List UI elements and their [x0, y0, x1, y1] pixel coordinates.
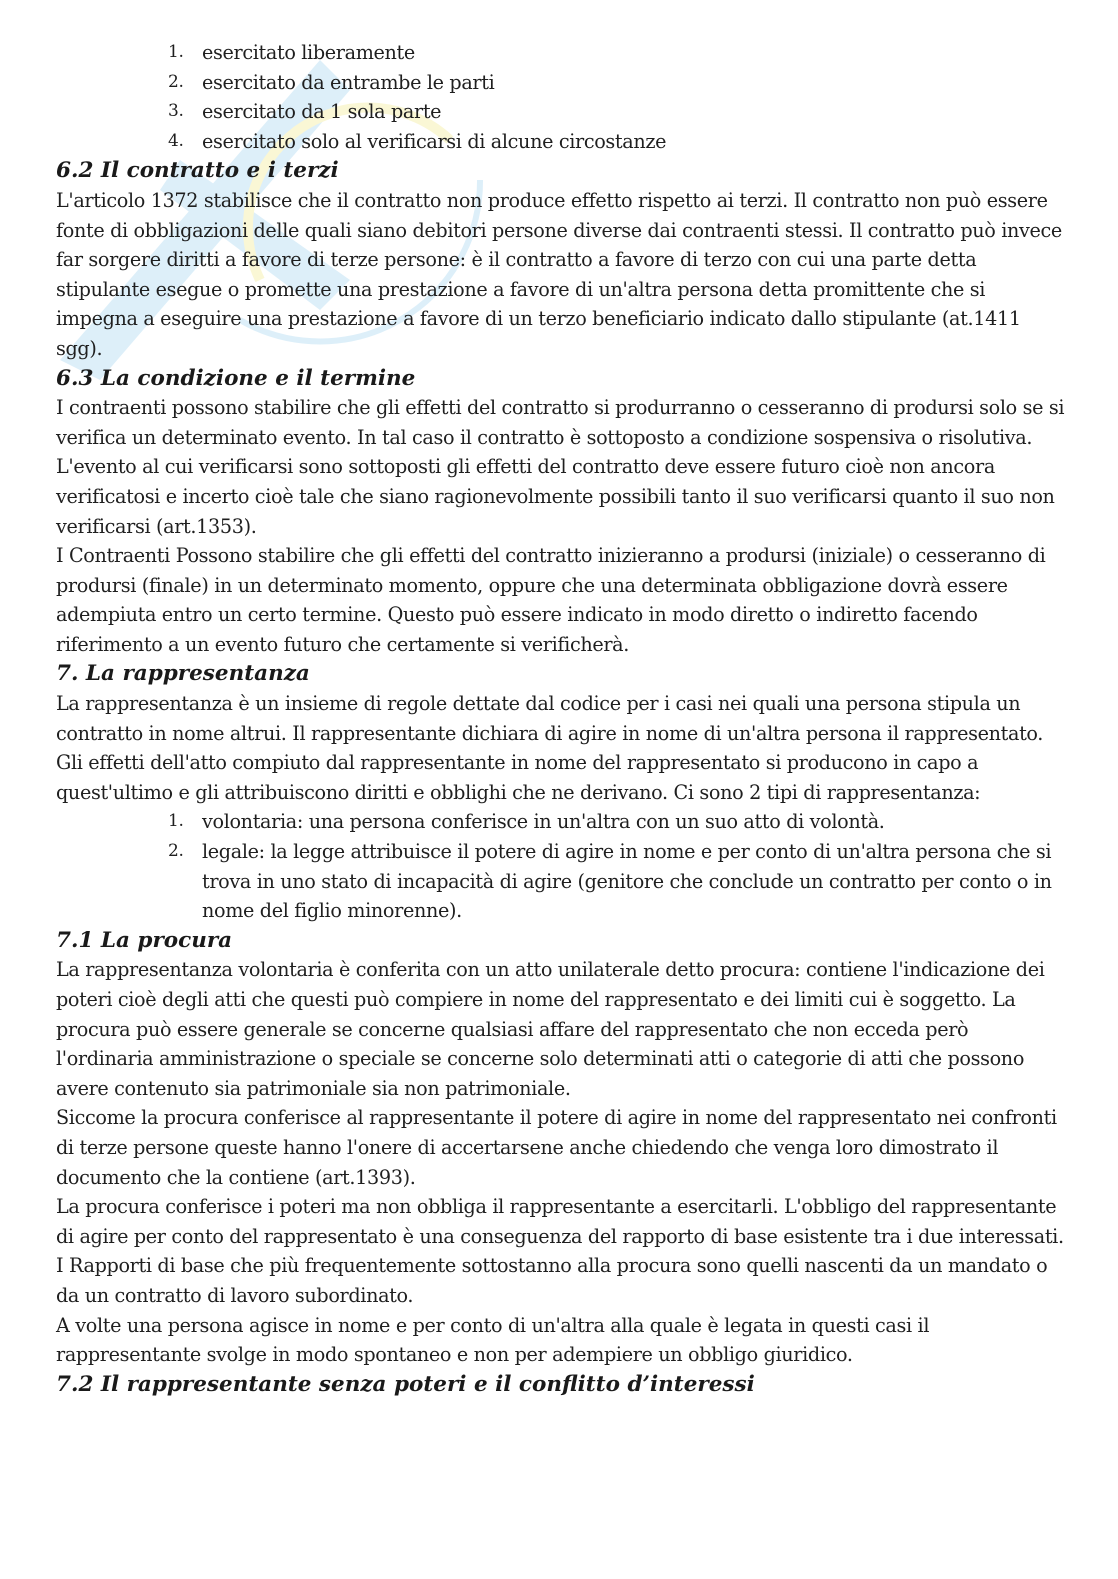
paragraph: L'articolo 1372 stabilisce che il contratto non produce effetto rispetto ai terzi. Il contratto non può essere fonte di obbligazioni delle quali siano debitori persone diverse dai contraenti stessi. Il contratto può invece far sorgere diritti a favore di terze persone: è il contratto a favore di terzo con cui una parte detta stipulante esegue o promette una prestazione a favore di un'altra persona detta promittente che si impegna a eseguire una prestazione a favore di un terzo beneficiario indicato dallo stipulante (at.1411 sgg).: [56, 188, 1062, 360]
heading-7-2: 7.2 Il rappresentante senza poteri e il conflitto d’interessi: [56, 1371, 755, 1397]
list-item: 1. esercitato liberamente: [168, 41, 415, 64]
list-item: 2. legale: la legge attribuisce il potere di agire in nome e per conto di un'altra persona che si trova in uno stato di incapacità di agire (genitore che conclude un contratto per conto o in nome del figlio minorenne).: [168, 840, 1052, 923]
paragraph: I Contraenti Possono stabilire che gli effetti del contratto inizieranno a prodursi (iniziale) o cesseranno di prodursi (finale) in un determinato momento, oppure che una determinata obbligazione dovrà essere adempiuta entro un certo termine. Questo può essere indicato in modo diretto o indiretto facendo riferimento a un evento futuro che certamente si verificherà.: [56, 544, 1046, 656]
options-list: [56, 38, 1066, 156]
paragraph: A volte una persona agisce in nome e per conto di un'altra alla quale è legata in questi casi il rappresentante svolge in modo spontaneo e non per adempiere un obbligo giuridico.: [56, 1313, 930, 1367]
paragraph: Siccome la procura conferisce al rappresentante il potere di agire in nome del rappresentato nei confronti di terze persone queste hanno l'onere di accertarsene anche chiedendo che venga loro dimostrato il documento che la contiene (art.1393).: [56, 1106, 1057, 1189]
heading-6-3: 6.3 La condizione e il termine: [56, 365, 416, 391]
list-item: 3. esercitato da 1 sola parte: [168, 100, 442, 124]
heading-7: 7. La rappresentanza: [56, 661, 310, 687]
paragraph: I contraenti possono stabilire che gli effetti del contratto si produrranno o cesseranno di prodursi solo se si verifica un determinato evento. In tal caso il contratto è sottoposto a condizione sospensiva o risolutiva. L'evento al cui verificarsi sono sottoposti gli effetti del contratto deve essere futuro cioè non ancora verificatosi e incerto cioè tale che siano ragionevolmente possibili tanto il suo verificarsi quanto il suo non verificarsi (art.1353).: [56, 396, 1065, 538]
representation-types-list: [56, 807, 1066, 925]
paragraph: La procura conferisce i poteri ma non obbliga il rappresentante a esercitarli. L'obbligo del rappresentante di agire per conto del rappresentato è una conseguenza del rapporto di base esistente tra i due interessati. I Rapporti di base che più frequentemente sottostanno alla procura sono quelli nascenti da un mandato o da un contratto di lavoro subordinato.: [56, 1195, 1064, 1307]
paragraph: La rappresentanza è un insieme di regole dettate dal codice per i casi nei quali una persona stipula un contratto in nome altrui. Il rappresentante dichiara di agire in nome di un'altra persona il rappresentato. Gli effetti dell'atto compiuto dal rappresentante in nome del rappresentato si producono in capo a quest'ultimo e gli attribuiscono diritti e obblighi che ne derivano. Ci sono 2 tipi di rappresentanza:: [56, 692, 1044, 804]
heading-7-1: 7.1 La procura: [56, 927, 233, 953]
paragraph: La rappresentanza volontaria è conferita con un atto unilaterale detto procura: contiene l'indicazione dei poteri cioè degli atti che questi può compiere in nome del rappresentato e dei limiti cui è soggetto. La procura può essere generale se concerne qualsiasi affare del rappresentato che non ecceda però l'ordinaria amministrazione o speciale se concerne solo determinati atti o categorie di atti che possono avere contenuto sia patrimoniale sia non patrimoniale.: [56, 958, 1045, 1100]
document-page: [56, 38, 1066, 1399]
list-item: 1. volontaria: una persona conferisce in un'altra con un suo atto di volontà.: [168, 810, 885, 834]
list-item: 2. esercitato da entrambe le parti: [168, 70, 495, 94]
heading-6-2: 6.2 Il contratto e i terzi: [56, 158, 339, 184]
list-item: 4. esercitato solo al verificarsi di alcune circostanze: [168, 129, 667, 153]
